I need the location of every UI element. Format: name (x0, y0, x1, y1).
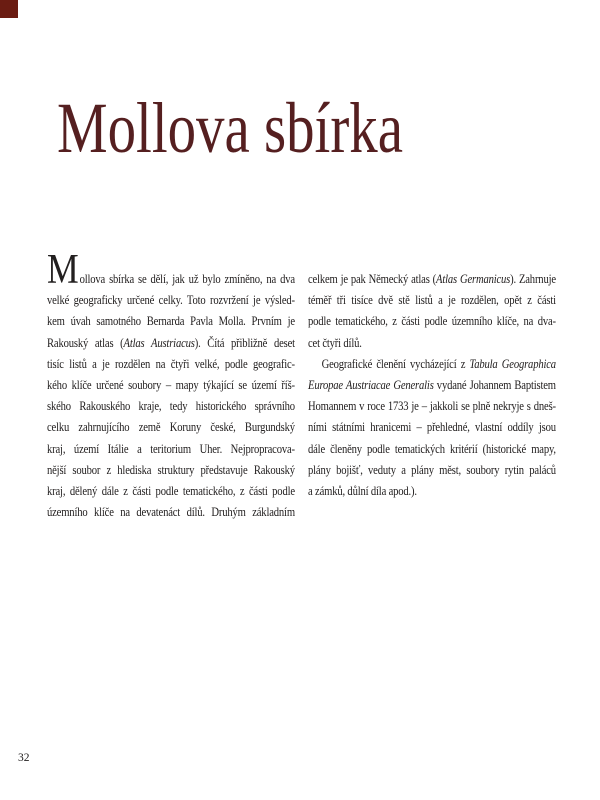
text-line: kraj, dělený dále z části podle tematického, z části podle (47, 483, 295, 498)
text-line: kem úvah samotného Bernarda Pavla Molla. Prvním je (47, 314, 295, 329)
page-number: 32 (18, 752, 30, 764)
drop-cap-initial: M (47, 247, 79, 293)
italic-phrase: Atlas Germanicus (436, 272, 511, 286)
italic-phrase: Atlas Austriacus (123, 335, 195, 350)
text-column-right (308, 269, 556, 502)
text-line: celkem je pak Německý atlas (Atlas Germanicus). Zahrnuje (308, 272, 556, 286)
corner-marker (0, 0, 18, 18)
text-line: plány bojišť, veduty a plány měst, soubory rytin paláců (308, 462, 556, 477)
text-line: velké geograficky určené celky. Toto rozvržení je výsled- (47, 293, 295, 308)
text-line: nější soubor z hlediska struktury představuje Rakouský (47, 462, 295, 477)
text-line: téměř tři tisíce dvě stě listů a je rozdělen, opět z části (308, 293, 556, 308)
text-line: cet čtyři dílů. (308, 335, 362, 350)
text-line: ními státními hranicemi – přehledné, vlastní oddíly jsou (308, 420, 556, 435)
italic-phrase: Europae Austriacae Generalis (308, 377, 434, 392)
text-line: tisíc listů a je rozdělen na čtyři velké, podle geografic- (47, 356, 295, 371)
text-line: podle tematického, z části podle územního klíče, na dva- (308, 314, 556, 329)
text-line: celku zahrnujícího země Koruny české, Burgundský (47, 420, 295, 435)
text-line: územního klíče na devatenáct dílů. Druhým základním (47, 505, 295, 520)
text-line: dále členěny podle tematických kritérií (historické mapy, (308, 441, 556, 456)
chapter-title: Mollova sbírka (57, 88, 403, 168)
text-line: Rakouský atlas (Atlas Austriacus). Čítá přibližně deset (47, 335, 295, 350)
text-line: kraj, území Itálie a teritorium Uher. Nejpropracova- (47, 441, 295, 456)
text-line: Homannem v roce 1733 je – jakkoli se plně nekryje s dneš- (308, 399, 556, 414)
text-line: a zámků, důlní díla apod.). (308, 483, 417, 498)
text-line: Geografické členění vycházející z Tabula Geographica (321, 356, 556, 371)
italic-phrase: Tabula Geographica (469, 356, 556, 371)
text-line: ského Rakouského kraje, tedy historického správního (47, 399, 295, 414)
text-column-left (47, 247, 295, 523)
text-line: Mollova sbírka se dělí, jak už bylo zmíněno, na dva (47, 247, 295, 293)
text-line: kého klíče určené soubory – mapy týkající se území říš- (47, 377, 295, 392)
text-line: Europae Austriacae Generalis vydané Johannem Baptistem (308, 377, 556, 392)
